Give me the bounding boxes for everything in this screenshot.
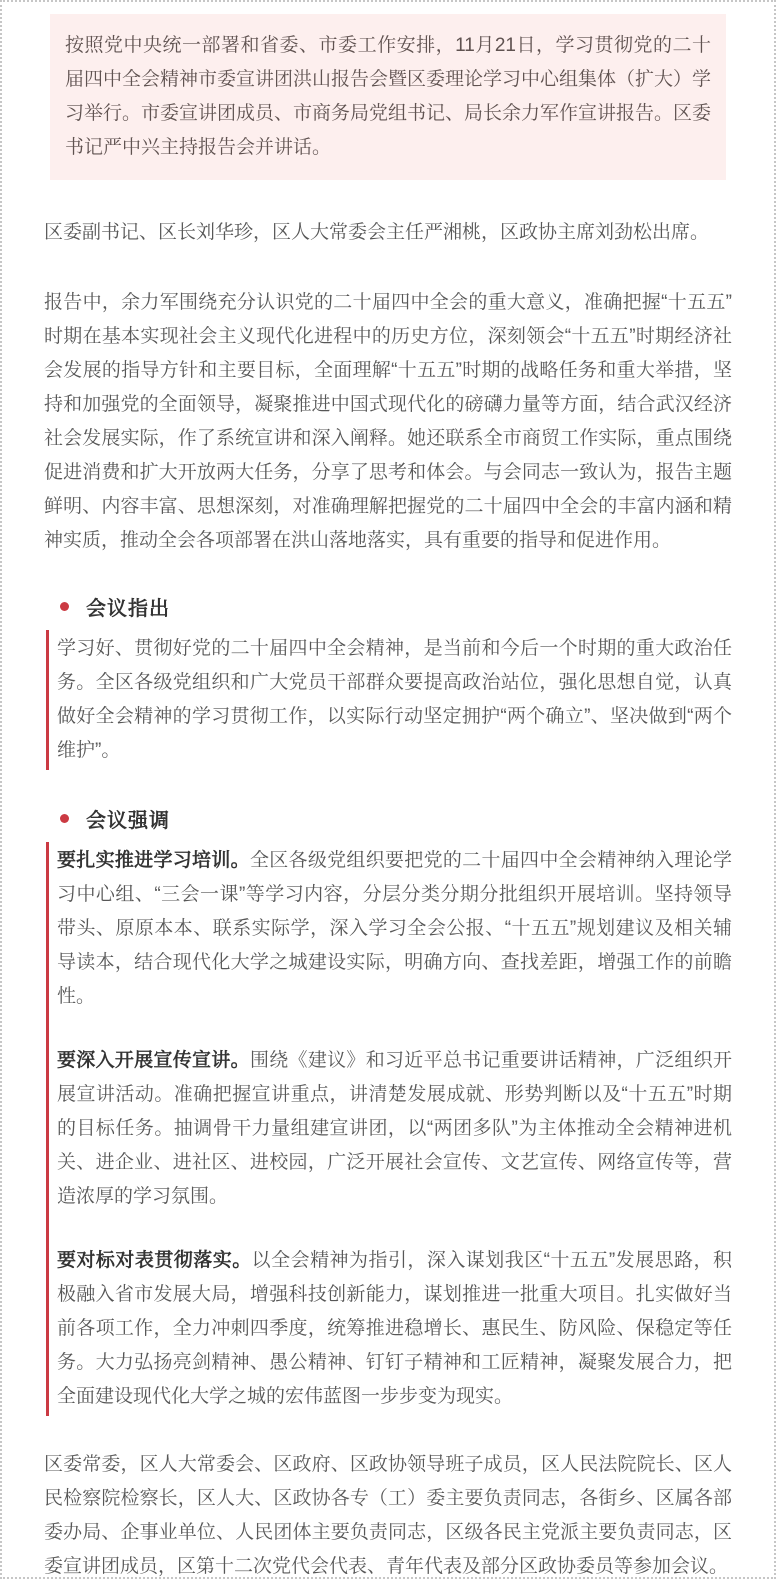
attendees-paragraph: 区委副书记、区长刘华珍，区人大常委会主任严湘桃，区政协主席刘劲松出席。 — [44, 222, 710, 243]
section-heading-label: 会议指出 — [86, 597, 170, 620]
closing-attendance-paragraph: 区委常委，区人大常委会、区政府、区政协领导班子成员，区人民法院院长、区人民检察院检察长，区人大、区政协各专（工）委主要负责同志，各街乡、区属各部委办局、企事业单位、人民团体主要负责同志，区级各民主党派主要负责同志，区委宣讲团成员，区第十二次党代会代表、青年代表及部分区政协委员等参加会议。 — [44, 1454, 732, 1577]
article-body — [2, 216, 774, 1579]
quote-text: 围绕《建议》和习近平总书记重要讲话精神，广泛组织开展宣讲活动。准确把握宣讲重点，讲清楚发展成就、形势判断以及“十五五”时期的目标任务。抽调骨干力量组建宣讲团，以“两团多队”为主体推动全会精神进机关、进企业、进社区、进校园，广泛开展社会宣传、文艺宣传、网络宣传等，营造浓厚的学习氛围。 — [57, 1050, 732, 1207]
quote-lead: 要对标对表贯彻落实。 — [57, 1250, 252, 1271]
quote-block-meeting-emphasized — [46, 842, 732, 1416]
quote-paragraph — [57, 1044, 732, 1214]
bullet-icon — [60, 814, 69, 823]
bullet-icon — [60, 602, 69, 611]
quote-block-meeting-pointed-out — [46, 630, 732, 770]
quote-text: 以全会精神为指引，深入谋划我区“十五五”发展思路，积极融入省市发展大局，增强科技创新能力，谋划推进一批重大项目。扎实做好当前各项工作，全力冲刺四季度，统筹推进稳增长、惠民生、防风险、保稳定等任务。大力弘扬亮剑精神、愚公精神、钉钉子精神和工匠精神，凝聚发展合力，把全面建设现代化大学之城的宏伟蓝图一步步变为现实。 — [57, 1250, 732, 1407]
intro-text: 按照党中央统一部署和省委、市委工作安排，11月21日，学习贯彻党的二十届四中全会精神市委宣讲团洪山报告会暨区委理论学习中心组集体（扩大）学习举行。市委宣讲团成员、市商务局党组书记、局长余力军作宣讲报告。区委书记严中兴主持报告会并讲话。 — [65, 35, 712, 158]
quote-text: 学习好、贯彻好党的二十届四中全会精神，是当前和今后一个时期的重大政治任务。全区各级党组织和广大党员干部群众要提高政治站位，强化思想自觉，认真做好全会精神的学习贯彻工作，以实际行动坚定拥护“两个确立”、坚决做到“两个维护”。 — [57, 638, 732, 761]
quote-lead: 要扎实推进学习培训。 — [57, 850, 250, 871]
quote-paragraph — [57, 844, 732, 1014]
section-heading-label: 会议强调 — [86, 809, 170, 832]
report-summary-paragraph: 报告中，余力军围绕充分认识党的二十届四中全会的重大意义，准确把握“十五五”时期在基本实现社会主义现代化进程中的历史方位，深刻领会“十五五”时期经济社会发展的指导方针和主要目标，全面理解“十五五”时期的战略任务和重大举措，坚持和加强党的全面领导，凝聚推进中国式现代化的磅礴力量等方面，结合武汉经济社会发展实际，作了系统宣讲和深入阐释。她还联系全市商贸工作实际，重点围绕促进消费和扩大开放两大任务，分享了思考和体会。与会同志一致认为，报告主题鲜明、内容丰富、思想深刻，对准确理解把握党的二十届四中全会的丰富内涵和精神实质，推动全会各项部署在洪山落地落实，具有重要的指导和促进作用。 — [44, 292, 732, 551]
section-heading-meeting-emphasized — [60, 804, 732, 832]
quote-text: 全区各级党组织要把党的二十届四中全会精神纳入理论学习中心组、“三会一课”等学习内容，分层分类分期分批组织开展培训。坚持领导带头、原原本本、联系实际学，深入学习全会公报、“十五五”规划建议及相关辅导读本，结合现代化大学之城建设实际，明确方向、查找差距，增强工作的前瞻性。 — [57, 850, 732, 1007]
quote-lead: 要深入开展宣传宣讲。 — [57, 1050, 250, 1071]
intro-highlight-box — [50, 14, 726, 180]
quote-paragraph — [57, 1244, 732, 1414]
quote-paragraph — [57, 632, 732, 768]
section-heading-meeting-pointed-out — [60, 592, 732, 620]
